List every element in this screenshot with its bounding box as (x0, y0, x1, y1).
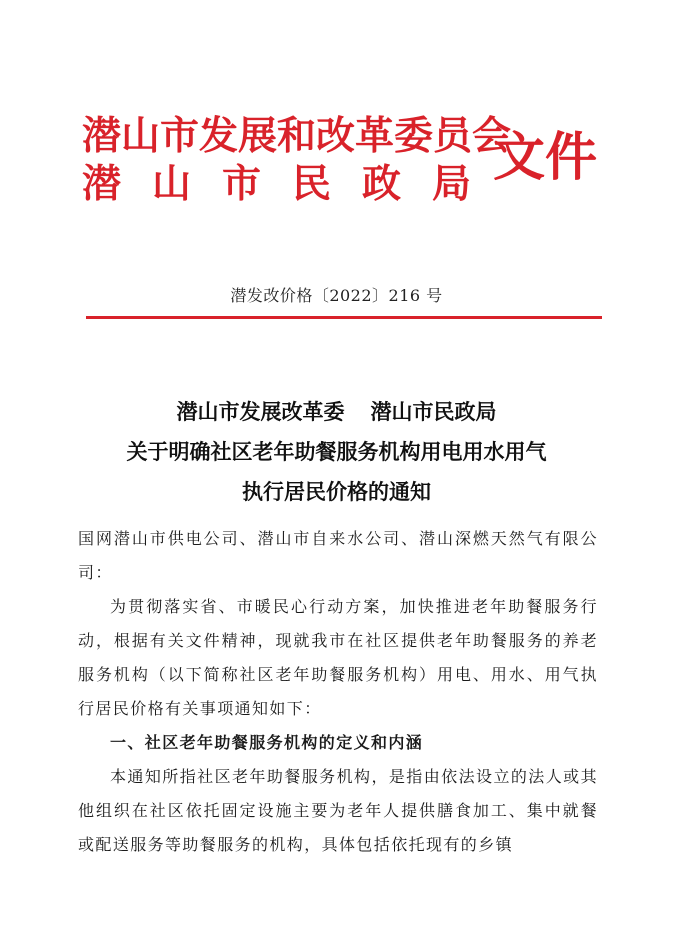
intro-paragraph: 为贯彻落实省、市暖民心行动方案，加快推进老年助餐服务行动，根据有关文件精神，现就我市在社区提供老年助餐服务的养老服务机构（以下简称社区老年助餐服务机构）用电、用水、用气执行居民价格有关事项通知如下： (78, 597, 598, 718)
section-1-paragraph: 本通知所指社区老年助餐服务机构，是指由依法设立的法人或其他组织在社区依托固定设施主要为老年人提供膳食加工、集中就餐或配送服务等助餐服务的机构，具体包括依托现有的乡镇 (78, 767, 598, 854)
title-issuers (0, 392, 673, 432)
title-subject-line-2: 执行居民价格的通知 (242, 479, 431, 504)
document-number: 潜发改价格〔2022〕216 号 (230, 286, 443, 305)
org-name-development-reform: 潜山市发展和改革委员会 (82, 113, 512, 159)
issuing-organizations (82, 112, 511, 208)
recipients-paragraph: 国网潜山市供电公司、潜山市自来水公司、潜山深燃天然气有限公司： (78, 529, 598, 582)
title-issuer-b: 潜山市民政局 (370, 399, 497, 424)
org-name-civil-affairs: 潜山市民政局 (82, 161, 503, 207)
document-type-label: 文件 (493, 127, 598, 188)
title-subject-line-1: 关于明确社区老年助餐服务机构用电用水用气 (126, 439, 547, 464)
title-issuer-a: 潜山市发展改革委 (176, 399, 345, 424)
red-separator-line (86, 316, 602, 319)
document-title (0, 392, 673, 512)
document-body (78, 522, 598, 862)
section-1-heading: 一、社区老年助餐服务机构的定义和内涵 (110, 733, 424, 752)
